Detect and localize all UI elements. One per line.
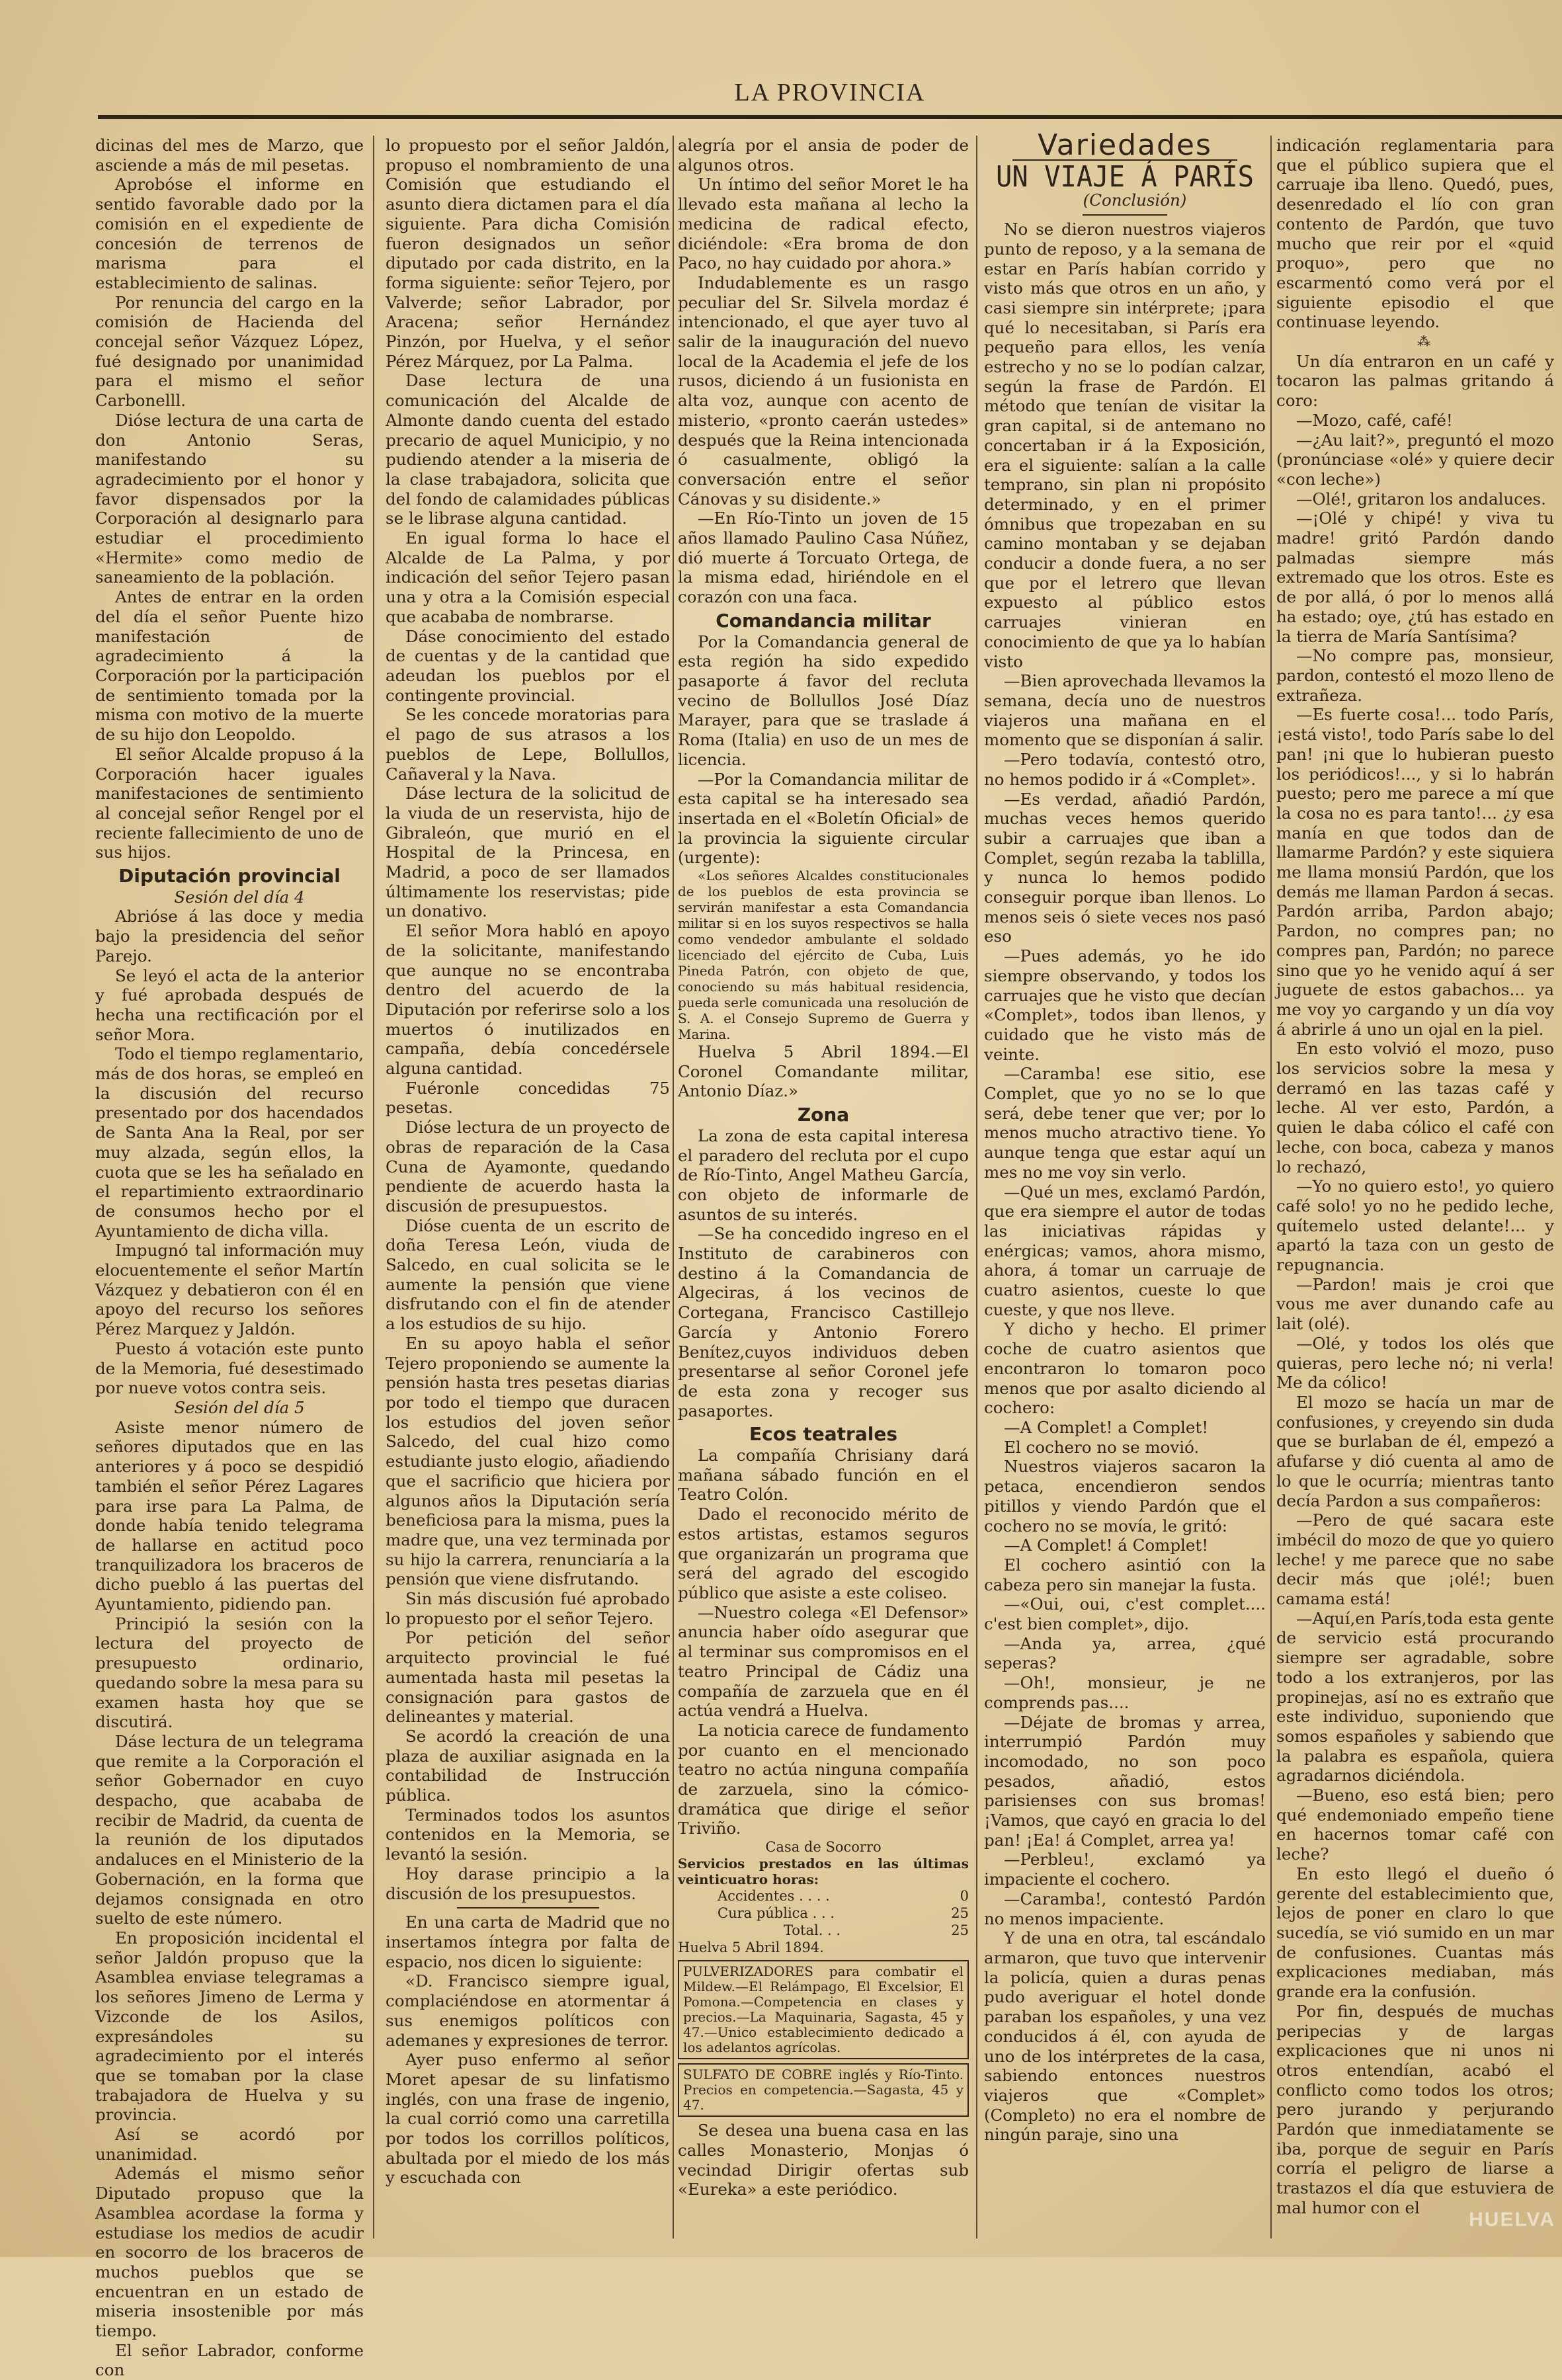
paragraph: Por renuncia del cargo en la comisión de Hacienda del concejal señor Vázquez López, fué designado por unanimidad para el mismo el señor Carbonelll. xyxy=(95,292,364,411)
paragraph: Antes de entrar en la orden del día el señor Puente hizo manifestación de agradecimiento á la Corporación por la participación de sentimiento tomada por la misma con motivo de la muerte de su hijo don Leopoldo. xyxy=(95,587,364,745)
paragraph: Así se acordó por unanimidad. xyxy=(95,2125,364,2164)
advertisement-pulverizadores xyxy=(678,1960,969,2059)
paragraph: —Perbleu!, exclamó ya impaciente el cochero. xyxy=(984,1850,1266,1889)
paragraph: Aprobóse el informe en sentido favorable dado por la comisión en el expediente de concesión de terrenos de marisma para el establecimiento de salinas. xyxy=(95,175,364,292)
paragraph: —Es fuerte cosa!... todo París, ¡está visto!, todo París sabe lo del pan! ¡ni que lo hubieran puesto los periódicos!..., y si lo habrán puesto; pero me parece a mí que la cosa no es para tanto!... ¿y esa manía en que todos dan de llamarme Pardón? y este siquiera me llama monsiú Pardón, que los demás me llaman Pardon á secas. Pardón arriba, Pardon abajo; Pardon, no compres pan; no compres pan, Pardón; no parece sino que yo he venido aquí á ser juguete de estos gabachos... ya me voy yo cargando y un día voy á abrirle á uno un ojal en la piel. xyxy=(1276,705,1554,1039)
paragraph: —Es verdad, añadió Pardón, muchas veces hemos querido subir a carruajes que iban a Complet, según rezaba la tablilla, y nunca lo hemos podido conseguir porque iban llenos. Lo menos seis ó siete veces nos pasó eso xyxy=(984,789,1266,946)
paragraph: Por fin, después de muchas peripecias y de largas explicaciones que ni unos ni otros entendían, acabó el conflicto como todos los otros; pero jurando y perjurando Pardón que inmediatamente se iba, porque de seguir en París corría el peligro de liarse a trastazos el día que estuviera de mal humor con el xyxy=(1276,2001,1554,2217)
socorro-subtitle: Servicios prestados en las últimas veinticuatro horas: xyxy=(678,1856,969,1888)
paragraph: —Caramba!, contestó Pardón no menos impaciente. xyxy=(984,1889,1266,1928)
paragraph: —A Complet! a Complet! xyxy=(1004,1418,1209,1437)
socorro-title: Casa de Socorro xyxy=(765,1839,882,1856)
paragraph: La noticia carece de fundamento por cuanto en el mencionado teatro no actúa ninguna compañía de zarzuela, sino la cómico-dramática que dirige el señor Triviño. xyxy=(678,1720,969,1838)
paragraph: Dióse lectura de una carta de don Antonio Seras, manifestando su agradecimiento por el honor y favor dispensados por la Corporación al designarlo para estudiar el procedimiento «Hermite» como medio de saneamiento de la población. xyxy=(95,410,364,587)
paragraph: Indudablemente es un rasgo peculiar del Sr. Silvela mordaz é intencionado, el que ayer tuvo al salir de la inauguración del nuevo local de la Academia el jefe de los rusos, diciendo á un fusionista en alta voz, aunque con acento de misterio, «pronto caerán ustedes» después que la Reina intencionada ó casualmente, obligó la conversación entre el señor Cánovas y su disidente.» xyxy=(678,272,969,509)
paragraph: Impugnó tal información muy elocuentemente el señor Martín Vázquez y debatieron con él en apoyo del recurso los señores Pérez Marquez y Jaldón. xyxy=(95,1241,364,1339)
section-heading-diputacion: Diputación provincial xyxy=(118,865,341,887)
paragraph: —Yo no quiero esto!, yo quiero café solo! yo no he pedido leche, quítemelo usted delante!... y apartó la taza con un gesto de repugnancia. xyxy=(1276,1176,1554,1275)
paragraph: Dáse lectura de la solicitud de la viuda de un reservista, hijo de Gibraleón, que murió en el Hospital de la Princesa, en Madrid, a poco de ser llamados últimamente los reservistas; pide un donativo. xyxy=(386,784,670,921)
paragraph: Se acordó la creación de una plaza de auxiliar asignada en la contabilidad de Instrucción pública. xyxy=(386,1726,670,1805)
paragraph: Principió la sesión con la lectura del proyecto de presupuesto ordinario, quedando sobre la mesa para su examen hasta hoy que se discutirá. xyxy=(95,1614,364,1732)
paragraph: Dado el reconocido mérito de estos artistas, estamos seguros que organizarán un programa que será del agrado del escogido público que asiste a este coliseo. xyxy=(678,1504,969,1602)
paragraph: Huelva 5 Abril 1894.—El Coronel Comandante militar, Antonio Díaz.» xyxy=(678,1042,969,1101)
column-divider xyxy=(1270,136,1272,2238)
column-2 xyxy=(386,136,670,2245)
paragraph: —Nuestro colega «El Defensor» anuncia haber oído asegurar que al terminar sus compromisos en el teatro Principal de Cádiz una compañía de zarzuela que en él actúa vendrá a Huelva. xyxy=(678,1602,969,1721)
report-date: Huelva 5 Abril 1894. xyxy=(678,1940,824,1956)
paragraph: Puesto á votación este punto de la Memoria, fué desestimado por nueve votos contra seis. xyxy=(95,1338,364,1398)
paragraph: «Los señores Alcaldes constitucionales de los pueblos de esta provincia se servirán manifestar a esta Comandancia militar si en los suyos respectivos se halla como vendedor ambulante el soldado licenciado del ejército de Cuba, Luis Pineda Patrón, con objeto de que, conociendo su más habitual residencia, pueda serle comunicada una resolución de S. A. el Consejo Supremo de Guerra y Marina. xyxy=(678,868,969,1043)
paragraph: dicinas del mes de Marzo, que asciende a más de mil pesetas. xyxy=(95,136,364,175)
paragraph: —A Complet! á Complet! xyxy=(1004,1536,1209,1555)
paragraph: Todo el tiempo reglamentario, más de dos horas, se empleó en la discusión del recurso presentado por dos hacendados de Santa Ana la Real, por ser muy alzada, según ellos, la cuota que se les ha señalado en el repartimiento extraordinario de consumos hecho por el Ayuntamiento de dicha villa. xyxy=(95,1044,364,1241)
column-1 xyxy=(95,136,364,2380)
paragraph: —En Río-Tinto un joven de 15 años llamado Paulino Casa Núñez, dió muerte á Torcuato Ortega, de la misma edad, hiriéndole en el corazón con una faca. xyxy=(678,509,969,607)
paragraph: —Pero de qué sacara este imbécil do mozo de que yo quiero leche! y me parece que no sabe decir más que ¡olé!; buen camama está! xyxy=(1276,1510,1554,1609)
section-heading-variedades: Variedades xyxy=(1038,128,1212,162)
paragraph: Asiste menor número de señores diputados que en las anteriores y á poco se despidió también el señor Pérez Lagares para irse para La Palma, de donde había tenido telegrama de hallarse en actitud poco tranquilizadora los braceros de dicho pueblo á las puertas del Ayuntamiento, pidiendo pan. xyxy=(95,1417,364,1614)
column-divider xyxy=(373,136,374,2238)
paragraph: El señor Labrador, conforme con xyxy=(95,2340,364,2380)
paragraph: —Aquí,en París,toda esta gente de servicio está procurando siempre ser agradable, sobre todo a los extranjeros, por las propinejas, así no es extraño que este individuo, suponiendo que somos españoles y sabiendo que la palabra es española, quiera agradarnos diciéndola. xyxy=(1276,1608,1554,1785)
paragraph: —«Oui, oui, c'est complet.... c'est bien complet», dijo. xyxy=(984,1594,1266,1634)
paragraph: alegría por el ansia de poder de algunos otros. xyxy=(678,136,969,175)
table-row-total xyxy=(678,1922,969,1939)
row-value: 25 xyxy=(951,1905,969,1922)
paragraph: —Pues además, yo he ido siempre observando, y todos los carruajes que he visto que decían «Complet», todos iban llenos, y cuidado que he visto más de veinte. xyxy=(984,946,1266,1064)
paragraph: Por la Comandancia general de esta región ha sido expedido pasaporte á favor del recluta vecino de Bollullos José Díaz Marayer, para que se traslade á Roma (Italia) en uso de un mes de licencia. xyxy=(678,632,969,769)
paragraph: Terminados todos los asuntos contenidos en la Memoria, se levantó la sesión. xyxy=(386,1805,670,1864)
paragraph: Dase lectura de una comunicación del Alcalde de Almonte dando cuenta del estado precario de aquel Municipio, y no pudiendo atender a la miseria de la clase trabajadora, solicita que del fondo de calamidades públicas se le librase alguna cantidad. xyxy=(386,371,670,528)
paragraph: —Bien aprovechada llevamos la semana, decía uno de nuestros viajeros una mañana en el momento que se disponían á salir. xyxy=(984,671,1266,750)
paragraph: —No compre pas, monsieur, pardon, contestó el mozo lleno de extrañeza. xyxy=(1276,646,1554,705)
paragraph: Ayer puso enfermo al señor Moret apesar de su linfatismo inglés, con una frase de ingenio, la cual corrió como una carretilla por todos los corrillos políticos, abultada por el miedo de los más y escuchada con xyxy=(386,2050,670,2188)
paragraph: —Olé!, gritaron los andaluces. xyxy=(1296,489,1546,509)
row-label: Accidentes . . . . xyxy=(718,1888,830,1905)
paragraph: Nuestros viajeros sacaron la petaca, encendieron sendos pitillos y viendo Pardón que el cochero no se movía, le gritó: xyxy=(984,1457,1266,1536)
session-subheading: Sesión del día 5 xyxy=(174,1398,305,1417)
header-rule xyxy=(98,115,1562,119)
asterism-icon: ⁂ xyxy=(1417,333,1433,350)
paragraph: Se leyó el acta de la anterior y fué aprobada después de hecha una rectificación por el señor Mora. xyxy=(95,965,364,1044)
archive-watermark: HUELVA xyxy=(1469,2209,1555,2231)
total-value: 25 xyxy=(951,1922,969,1939)
table-row xyxy=(678,1905,969,1922)
paragraph: —Olé, y todos los olés que quieras, pero leche nó; ni verla! Me da cólico! xyxy=(1276,1333,1554,1393)
paragraph: «D. Francisco siempre igual, complaciéndose en atormentar á sus enemigos políticos con ademanes y expresiones de terror. xyxy=(386,1971,670,2050)
paragraph: En esto volvió el mozo, puso los servicios sobre la mesa y derramó en las tazas café y leche. Al ver esto, Pardón, a quien le daba cólico el café con leche, con boca, cabeza y manos lo rechazó, xyxy=(1276,1039,1554,1176)
paragraph: —Pero todavía, contestó otro, no hemos podido ir á «Complet». xyxy=(984,750,1266,789)
page-header xyxy=(98,78,1562,124)
story-title: UN VIAJE Á PARÍS xyxy=(996,159,1254,194)
column-divider xyxy=(673,136,674,2238)
paragraph: En una carta de Madrid que no insertamos íntegra por falta de espacio, nos dicen lo siguiente: xyxy=(386,1912,670,1971)
paragraph: Por petición del señor arquitecto provincial le fué aumentada hasta mil pesetas la consignación para gastos de delineantes y material. xyxy=(386,1628,670,1727)
paragraph: indicación reglamentaria para que el público supiera que el carruaje iba lleno. Quedó, pues, desenredado el lío con gran contento de Pardón, que tuvo mucho que reir por el «quid proquo», pero que no escarmentó como verá por el siguiente episodio el que continuase leyendo. xyxy=(1276,136,1554,332)
paragraph: lo propuesto por el señor Jaldón, propuso el nombramiento de una Comisión que estudiando el asunto diera dictamen para el día siguiente. Para dicha Comisión fueron designados un señor diputado por cada distrito, en la forma siguiente: señor Tejero, por Valverde; señor Labrador, por Aracena; señor Hernández Pinzón, por Huelva, y el señor Pérez Márquez, por La Palma. xyxy=(386,136,670,371)
paragraph: Dióse lectura de un proyecto de obras de reparación de la Casa Cuna de Ayamonte, quedando pendiente de acuerdo hasta la discusión de presupuestos. xyxy=(386,1118,670,1215)
paragraph: Dáse conocimiento del estado de cuentas y de la cantidad que adeudan los pueblos por el contingente provincial. xyxy=(386,626,670,705)
paragraph: Y dicho y hecho. El primer coche de cuatro asientos que encontraron lo tomaron poco menos que por asalto diciendo al cochero: xyxy=(984,1319,1266,1418)
paragraph: En esto llegó el dueño ó gerente del establecimiento que, lejos de poner en claro lo que sucedía, se vió sumido en un mar de confusiones. Cuantas más explicaciones mediaban, más grande era la confusión. xyxy=(1276,1864,1554,2002)
paragraph: La compañía Chrisiany dará mañana sábado función en el Teatro Colón. xyxy=(678,1446,969,1504)
section-heading-zona: Zona xyxy=(797,1104,850,1126)
total-label: Total. . . xyxy=(784,1922,841,1939)
paragraph: El señor Alcalde propuso á la Corporación hacer iguales manifestaciones de sentimiento al concejal señor Rengel por el reciente fallecimiento de uno de sus hijos. xyxy=(95,744,364,862)
separator-rule xyxy=(457,1907,599,1908)
paragraph: La zona de esta capital interesa el paradero del recluta por el cupo de Río-Tinto, Angel Matheu García, con objeto de informarle de asuntos de su interés. xyxy=(678,1126,969,1224)
paragraph: —¡Olé y chipé! y viva tu madre! gritó Pardón dando palmadas siempre más extremado que los otros. Este es de por allá, ó por lo menos allá ha estado; oye, ¿tú has estado en la tierra de María Santísima? xyxy=(1276,509,1554,646)
paragraph: Y de una en otra, tal escándalo armaron, que tuvo que intervenir la policía, quien a duras penas pudo averiguar el hotel donde paraban los españoles, y una vez conducidos á él, con ayuda de uno de los intérpretes de la casa, sabiendo entonces nuestros viajeros que «Complet» (Completo) no era el nombre de ningún paraje, sino una xyxy=(984,1928,1266,2145)
paragraph: El señor Mora habló en apoyo de la solicitante, manifestando que aunque no se encontraba dentro del acuerdo de la Diputación por referirse solo a los muertos ó inutilizados en campaña, debía concedérsele alguna cantidad. xyxy=(386,921,670,1079)
paragraph: —Se ha concedido ingreso en el Instituto de carabineros con destino á la Comandancia de Algeciras, á los vecinos de Cortegana, Francisco Castillejo García y Antonio Forero Benítez,cuyos individuos deben presentarse al señor Coronel jefe de esta zona y recoger sus pasaportes. xyxy=(678,1224,969,1420)
paragraph: —Qué un mes, exclamó Pardón, que era siempre el autor de todas las iniciativas rápidas y enérgicas; vamos, ahora mismo, ahora, á tomar un carruaje de cuatro asientos, cueste lo que cueste, y que nos lleve. xyxy=(984,1182,1266,1319)
paragraph: Se les concede moratorias para el pago de sus atrasos a los pueblos de Lepe, Bollullos, Cañaveral y la Nava. xyxy=(386,705,670,784)
paragraph: —Anda ya, arrea, ¿qué seperas? xyxy=(984,1633,1266,1673)
classified-ad: Se desea una buena casa en las calles Monasterio, Monjas ó vecindad Dirigir ofertas sub «Eureka» a este periódico. xyxy=(678,2121,969,2199)
row-value: 0 xyxy=(960,1888,969,1905)
paragraph: —Mozo, café, café! xyxy=(1296,410,1453,430)
column-5 xyxy=(1276,136,1554,2245)
story-subtitle: (Conclusión) xyxy=(1083,190,1187,210)
section-heading-comandancia: Comandancia militar xyxy=(716,609,931,632)
ad-text: SULFATO DE COBRE inglés y Río-Tinto. Precios en competencia.—Sagasta, 45 y 47. xyxy=(683,2067,964,2113)
paragraph: Fuéronle concedidas 75 pesetas. xyxy=(386,1078,670,1118)
ad-text: PULVERIZADORES para combatir el Mildew.—El Relámpago, El Excelsior, El Pomona.—Competencia en clases y precios.—La Maquinaria, Sagasta, 45 y 47.—Unico establecimiento dedicado a los adelantos agrícolas. xyxy=(683,1963,964,2056)
casa-socorro-report xyxy=(678,1838,969,1956)
paragraph: En proposición incidental el señor Jaldón propuso que la Asamblea enviase telegramas a los señores Jimeno de Lerma y Vizconde de los Asilos, expresándoles su agradecimiento por el interés que se tomaban por la clase trabajadora de Huelva y su provincia. xyxy=(95,1928,364,2125)
paragraph: En su apoyo habla el señor Tejero proponiendo se aumente la pensión hasta tres pesetas diarias por todo el tiempo que duracen los estudios del joven señor Salcedo, del cual hizo como estudiante justo elogio, añadiendo que el sacrificio que hiciera por algunos años la Diputación sería beneficiosa para la misma, pues la madre que, una vez terminada por su hijo la carrera, renunciaría a la pensión que viene disfrutando. xyxy=(386,1333,670,1589)
paragraph: Además el mismo señor Diputado propuso que la Asamblea acordase la forma y estudiase los medios de acudir en socorro de los braceros de muchos pueblos que se encuentran en un estado de miseria insostenible por más tiempo. xyxy=(95,2164,364,2341)
session-subheading: Sesión del día 4 xyxy=(174,887,305,907)
paragraph: Sin más discusión fué aprobado lo propuesto por el señor Tejero. xyxy=(386,1589,670,1628)
paragraph: —Por la Comandancia militar de esta capital se ha interesado sea insertada en el «Boletín Oficial» de la provincia la siguiente circular (urgente): xyxy=(678,769,969,868)
paragraph: El cochero no se movió. xyxy=(1004,1437,1200,1457)
paragraph: —Bueno, eso está bien; pero qué endemoniado empeño tiene en hacernos tomar café con leche? xyxy=(1276,1785,1554,1864)
paragraph: —Déjate de bromas y arrea, interrumpió Pardón muy incomodado, no son poco pesados, añadió, estos parisienses con sus bromas! ¡Vamos, que cayó en gracia lo del pan! ¡Ea! á Complet, arrea ya! xyxy=(984,1712,1266,1850)
table-row xyxy=(678,1887,969,1905)
advertisement-sulfato xyxy=(678,2063,969,2117)
paragraph: —Oh!, monsieur, je ne comprends pas.... xyxy=(984,1673,1266,1712)
paragraph: Un día entraron en un café y tocaron las palmas gritando á coro: xyxy=(1276,351,1554,411)
paragraph: Abrióse á las doce y media bajo la presidencia del señor Parejo. xyxy=(95,907,364,965)
paragraph: No se dieron nuestros viajeros punto de reposo, y a la semana de estar en París habían corrido y visto más que otros en un año, y casi siempre sin intérprete; ¡para qué lo necesitaban, si París era pequeño para ellos, les venía estrecho y no se lo podían calzar, según la frase de Pardón. El método que tenían de visitar la gran capital, si de antemano no concertaban ir á la Exposición, era el siguiente: salían a la calle temprano, sin plan ni propósito determinado, y en el primer ómnibus que tropezaban en su camino montaban y se dejaban conducir a donde fuera, a no ser que por el letrero que llevan expuesto al público estos carruajes vinieran en conocimiento de que ya lo habían visto xyxy=(984,220,1266,671)
paragraph: Dióse cuenta de un escrito de doña Teresa León, viuda de Salcedo, en cual solicita se le aumente la pensión que viene disfrutando con el fin de atender a los estudios de su hijo. xyxy=(386,1215,670,1334)
paragraph: En igual forma lo hace el Alcalde de La Palma, y por indicación del señor Tejero pasan una y otra a la Comisión especial que acababa de nombrarse. xyxy=(386,528,670,626)
paragraph: Dáse lectura de un telegrama que remite a la Corporación el señor Gobernador en cuyo despacho, que acababa de recibir de Madrid, da cuenta de la reunión de los diputados andaluces en el Ministerio de la Gobernación, en la forma que dejamos consignada en otro suelto de este número. xyxy=(95,1731,364,1928)
column-3 xyxy=(678,136,969,2245)
paragraph: Un íntimo del señor Moret le ha llevado esta mañana al lecho la medicina de radical efecto, diciéndole: «Era broma de don Paco, no hay cuidado por ahora.» xyxy=(678,175,969,273)
paragraph: —Pardon! mais je croi que vous me aver dunando cafe au lait (olé). xyxy=(1276,1274,1554,1334)
paragraph: El cochero asintió con la cabeza pero sin manejar la fusta. xyxy=(984,1555,1266,1594)
row-label: Cura pública . . . xyxy=(718,1905,835,1922)
column-divider xyxy=(976,136,977,2238)
separator-rule xyxy=(1083,214,1167,216)
column-4 xyxy=(984,128,1266,2245)
newspaper-title: LA PROVINCIA xyxy=(734,79,926,106)
section-heading-ecos: Ecos teatrales xyxy=(749,1423,897,1446)
paragraph: —¿Au lait?», preguntó el mozo (pronúnciase «olé» y quiere decir «con leche») xyxy=(1276,430,1554,489)
paragraph: Hoy darase principio a la discusión de los presupuestos. xyxy=(386,1864,670,1903)
paragraph: El mozo se hacía un mar de confusiones, y creyendo sin duda que se burlaban de él, empezó a afufarse y dió cuenta al amo de lo que le ocurría; mientras tanto decía Pardon a sus compañeros: xyxy=(1276,1393,1554,1510)
paragraph: —Caramba! ese sitio, ese Complet, que yo no se lo que será, debe tener que ver; por lo menos mucho atractivo tiene. Yo aunque tenga que estar aquí un mes no me voy sin verlo. xyxy=(984,1064,1266,1182)
